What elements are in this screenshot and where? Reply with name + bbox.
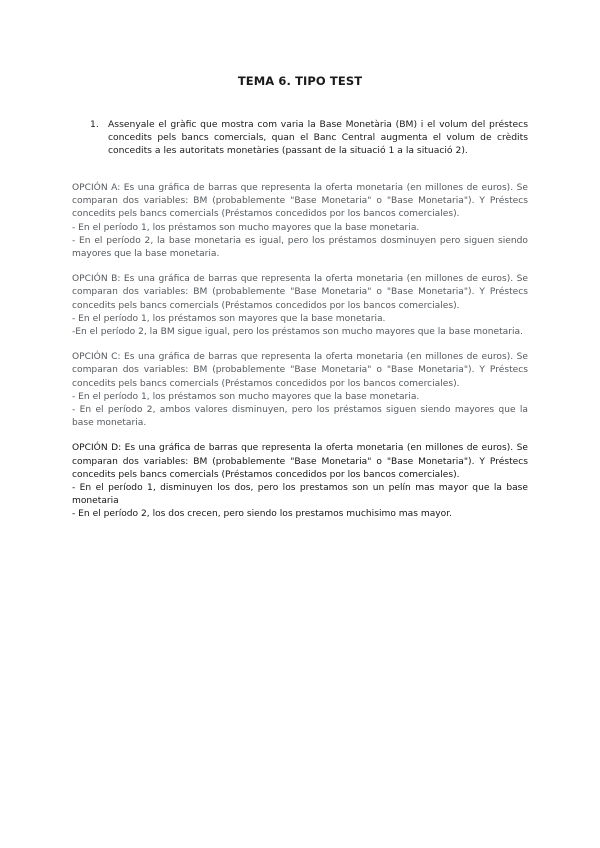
question-text: Assenyale el gràfic que mostra com varia la Base Monetària (BM) i el volum del préstecs concedits pels bancs comercials, quan el Banc Central augmenta el volum de crèdits concedits a les autoritats monetàries (passant de la situació 1 a la situació 2). — [108, 119, 528, 157]
option-d-period-2: - En el período 2, los dos crecen, pero siendo los prestamos muchisimo mas mayor. — [72, 509, 453, 520]
options-list — [72, 182, 528, 534]
page-title: TEMA 6. TIPO TEST — [237, 74, 363, 88]
option-c — [72, 351, 528, 430]
option-d-period-1: - En el período 1, disminuyen los dos, pero los prestamos son un pelín mas mayor que la base monetaria — [72, 483, 528, 507]
option-b — [72, 273, 528, 339]
option-a-description: OPCIÓN A: Es una gráfica de barras que representa la oferta monetaria (en millones de euros). Se comparan dos variables: BM (probablemente "Base Monetaria" o "Base Monetaria"). Y Préstecs concedits pels bancs comercials (Préstamos concedidos por los bancos comerciales). — [72, 183, 528, 220]
option-b-description: OPCIÓN B: Es una gráfica de barras que representa la oferta monetaria (en millones de euros). Se comparan dos variables: BM (probablemente "Base Monetaria" o "Base Monetaria"). Y Préstecs concedits pels bancs comercials (Préstamos concedidos por los bancos comerciales). — [72, 274, 528, 311]
option-b-period-2: -En el período 2, la BM sigue igual, pero los préstamos son mucho mayores que la base monetaria. — [72, 327, 523, 338]
option-b-period-1: - En el período 1, los préstamos son mayores que la base monetaria. — [72, 313, 386, 324]
option-c-description: OPCIÓN C: Es una gráfica de barras que representa la oferta monetaria (en millones de euros). Se comparan dos variables: BM (probablemente "Base Monetaria" o "Base Monetaria"). Y Préstecs concedits pels bancs comercials (Préstamos concedidos por los bancos comerciales). — [72, 352, 528, 389]
option-a-period-1: - En el período 1, los préstamos son mucho mayores que la base monetaria. — [72, 222, 420, 233]
option-d — [72, 442, 528, 521]
question-number: 1. — [90, 119, 99, 130]
option-a-period-2: - En el período 2, la base monetaria es igual, pero los préstamos dosminuyen pero siguen siendo mayores que la base monetaria. — [72, 235, 528, 260]
option-a — [72, 182, 528, 261]
option-d-description: OPCIÓN D: Es una gráfica de barras que representa la oferta monetaria (en millones de euros). Se comparan dos variables: BM (probablemente "Base Monetaria" o "Base Monetaria"). Y Préstecs concedits pels bancs comercials (Préstamos concedidos por los bancos comerciales). — [72, 443, 528, 480]
option-c-period-2: - En el período 2, ambos valores disminuyen, pero los préstamos siguen siendo mayores que la base monetaria. — [72, 405, 528, 429]
question-item — [90, 118, 528, 158]
option-c-period-1: - En el período 1, los préstamos son mucho mayores que la base monetaria. — [72, 391, 420, 402]
